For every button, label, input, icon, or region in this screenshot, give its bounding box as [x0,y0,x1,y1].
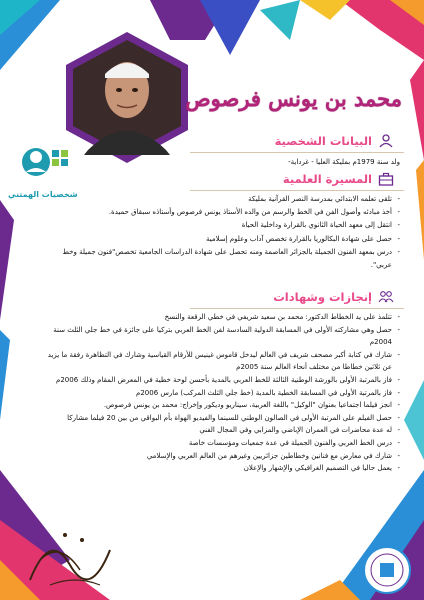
association-badge-icon [362,545,412,595]
portrait-photo [60,30,195,165]
divider [190,152,404,153]
list-item: - فاز بالمرتبة الأولى بالورشة الوطنية الثالثة للخط العربي بالمدية بأحسن لوحة خطية في المعرض المقام وذلك 2006م [40,374,400,387]
list-item: - انجز فيلما اجتماعيا بعنوان "الوكيل" باللغة العربية، سيناريو وديكور وإخراج: محمد بن يونس فرصوص. [40,399,400,412]
group-icon [378,290,394,304]
divider [190,190,404,191]
academic-section-header [283,172,394,186]
list-item: - تلقى تعلمه الابتدائي بمدرسة النصر القرآنية بمليكة [40,193,400,206]
list-item: - شارك في كتابة أكبر مصحف شريف في العالم ليدخل قاموس غينيس للأرقام القياسية وشارك في التظاهرة رفقة ما يزيد عن ثلاثين خطاطا من مختلف أنحاء العالم سنة 2005م [40,349,400,374]
list-item: - حصل وهي مشاركته الأولى في المسابقة الدولية السادسة لفن الخط العربي بتركيا على جائزة في خط جلي الثلث سنة 2004م [40,324,400,349]
academic-section-title: المسيرة العلمية [282,172,372,186]
list-item: - انتقل إلى معهد الحياة الثانوي بالقرارة وداخلية الحياة [40,219,400,232]
personal-section-header [275,134,394,148]
user-icon [378,134,394,148]
list-item: - أخذ مبادئه وأصول الفن في الخط والرسم من والده الأستاذ يونس فرصوص وأستاذه سبقاق حميدة. [40,206,400,219]
achievements-content [40,311,400,475]
list-item: - له عدة محاضرات في العمران الإباضي والمزابي وفي المجال الفني [40,424,400,437]
birth-info: ولد سنة 1979م بمليكة العليا - غرداية- [288,158,400,166]
achievements-section-title: إنجازات وشهادات [273,290,372,304]
personal-content [40,156,400,169]
academic-content [40,193,400,272]
personal-section-title: البيانات الشخصية [274,134,372,148]
calligraphy-signature [20,510,120,595]
list-item: - شارك في معارض مع فنانين وخطاطين جزائريين وغيرهم من العالم العربي والإسلامي [40,450,400,463]
list-item: - حصل على شهادة البكالوريا بالقرارة تخصص آداب وعلوم إسلامية [40,233,400,246]
person-name: محمد بن يونس فرصوص [185,86,402,111]
list-item: - درس بمعهد الفنون الجميلة بالجزائر العاصمة ومنه تحصل على شهادة الدراسات الجامعية تخصص"فنون جميلة وخط عربي". [40,246,400,272]
logo-label: شخصيات الهمتني [8,190,78,199]
list-item: - يعمل حاليا في التصميم الغرافيكي والإشهار والإعلان [40,462,400,475]
divider [190,308,404,309]
list-item: - فاز بالمرتبة الأولى في المسابقة الخطية بالمدية (خط جلي الثلث المركب) مارس 2006م [40,387,400,400]
list-item: - درس الخط العربي والفنون الجميلة في عدة جمعيات ومؤسسات خاصة [40,437,400,450]
list-item: - حصل الفيلم على المرتبة الأولى في الصالون الوطني للسينما والفيديو الهواة بأم البواقي من بين 20 فيلما مشاركا [40,412,400,425]
achievements-section-header [273,290,394,304]
list-item: - تتلمذ على يد الخطاط الدكتور: محمد بن سعيد شريفي في خطي الرقعة والنسخ [40,311,400,324]
briefcase-icon [378,172,394,186]
